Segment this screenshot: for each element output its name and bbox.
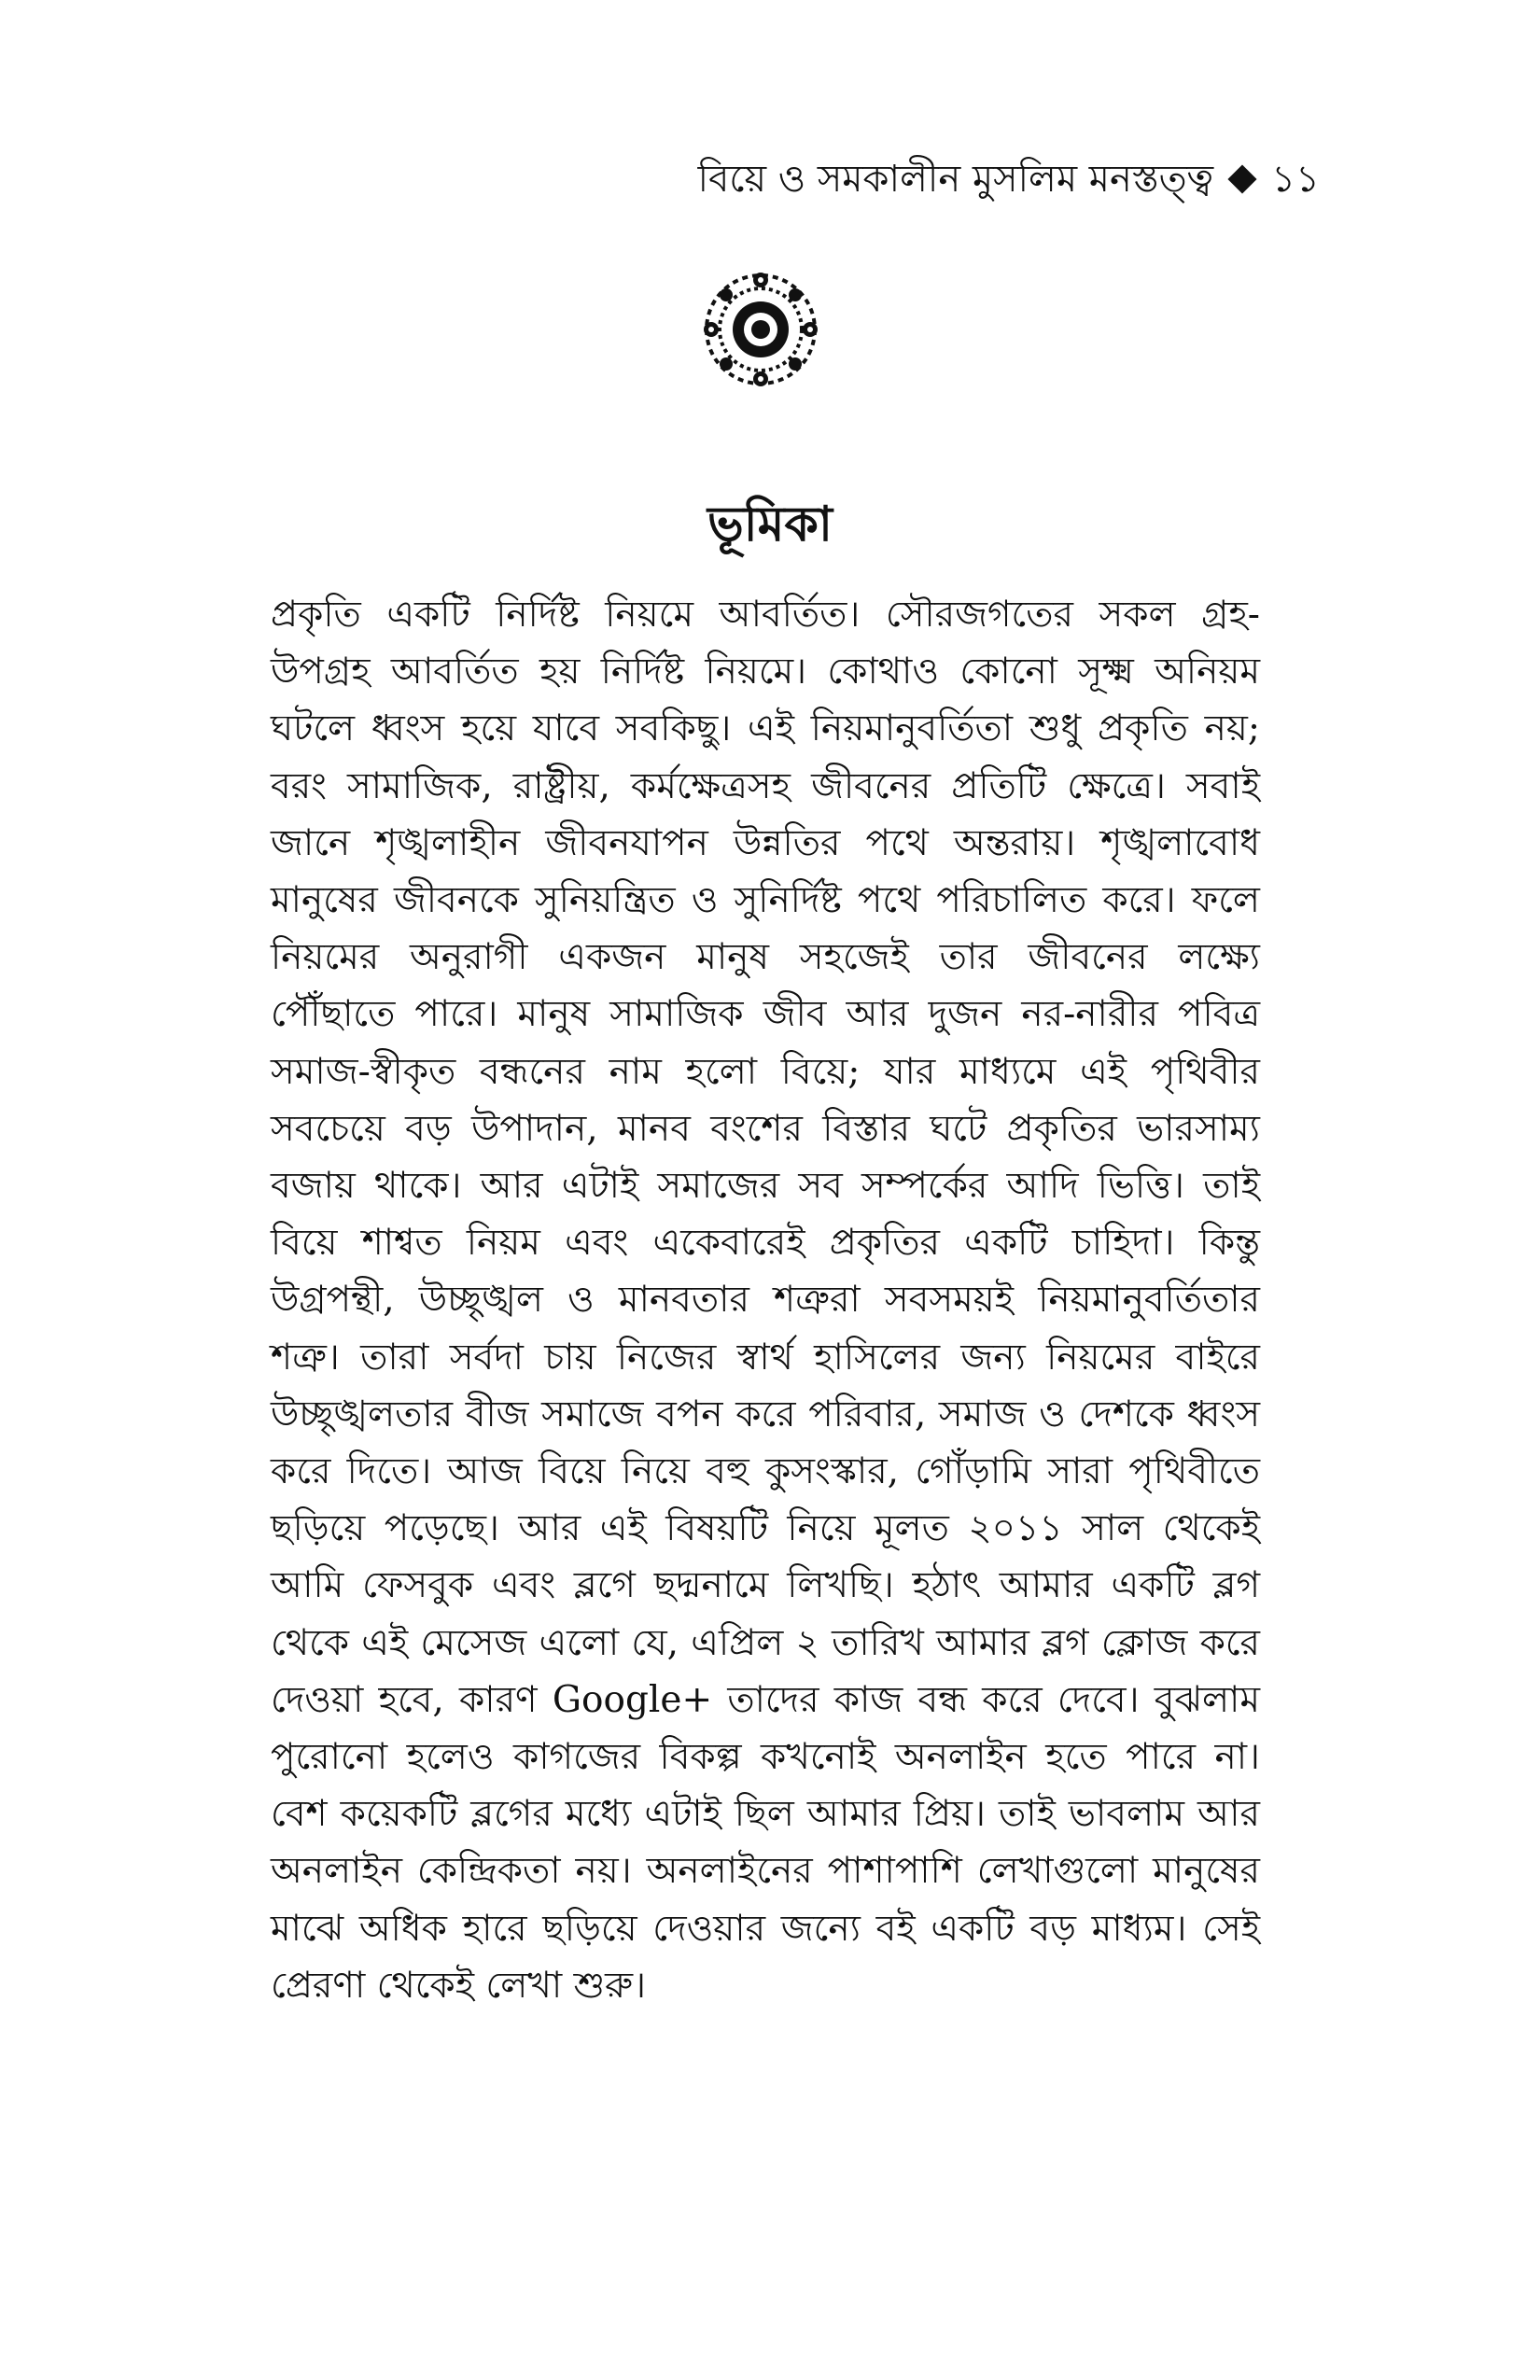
running-title: বিয়ে ও সমকালীন মুসলিম মনস্তত্ত্ব [697, 158, 1214, 201]
running-header [698, 157, 1320, 202]
floral-ornament-icon [700, 269, 821, 390]
body-paragraph: প্রকৃতি একটি নির্দিষ্ট নিয়মে আবর্তিত। সৌরজগতের সকল গ্রহ-উপগ্রহ আবর্তিত হয় নির্দিষ্ট নিয়মে। কোথাও কোনো সূক্ষ্ম অনিয়ম ঘটলে ধ্বংস হয়ে যাবে সবকিছু। এই নিয়মানুবর্তিতা শুধু প্রকৃতি নয়; বরং সামাজিক, রাষ্ট্রীয়, কর্মক্ষেত্রসহ জীবনের প্রতিটি ক্ষেত্রে। সবাই জানে শৃঙ্খলাহীন জীবনযাপন উন্নতির পথে অন্তরায়। শৃঙ্খলাবোধ মানুষের জীবনকে সুনিয়ন্ত্রিত ও সুনির্দিষ্ট পথে পরিচালিত করে। ফলে নিয়মের অনুরাগী একজন মানুষ সহজেই তার জীবনের লক্ষ্যে পৌঁছাতে পারে। মানুষ সামাজিক জীব আর দুজন নর-নারীর পবিত্র সমাজ-স্বীকৃত বন্ধনের নাম হলো বিয়ে; যার মাধ্যমে এই পৃথিবীর সবচেয়ে বড় উপাদান, মানব বংশের বিস্তার ঘটে প্রকৃতির ভারসাম্য বজায় থাকে। আর এটাই সমাজের সব সম্পর্কের আদি ভিত্তি। তাই বিয়ে শাশ্বত নিয়ম এবং একেবারেই প্রকৃতির একটি চাহিদা। কিন্তু উগ্রপন্থী, উচ্ছৃঙ্খল ও মানবতার শত্রুরা সবসময়ই নিয়মানুবর্তিতার শত্রু। তারা সর্বদা চায় নিজের স্বার্থ হাসিলের জন্য নিয়মের বাইরে উচ্ছৃঙ্খলতার বীজ সমাজে বপন করে পরিবার, সমাজ ও দেশকে ধ্বংস করে দিতে। আজ বিয়ে নিয়ে বহু কুসংস্কার, গোঁড়ামি সারা পৃথিবীতে ছড়িয়ে পড়েছে। আর এই বিষয়টি নিয়ে মূলত ২০১১ সাল থেকেই আমি ফেসবুক এবং ব্লগে ছদ্মনামে লিখছি। হঠাৎ আমার একটি ব্লগ থেকে এই মেসেজ এলো যে, এপ্রিল ২ তারিখ আমার ব্লগ ক্লোজ করে দেওয়া হবে, কারণ Google+ তাদের কাজ বন্ধ করে দেবে। বুঝলাম পুরোনো হলেও কাগজের বিকল্প কখনোই অনলাইন হতে পারে না। বেশ কয়েকটি ব্লগের মধ্যে এটাই ছিল আমার প্রিয়। তাই ভাবলাম আর অনলাইন কেন্দ্রিকতা নয়। অনলাইনের পাশাপাশি লেখাগুলো মানুষের মাঝে অধিক হারে ছড়িয়ে দেওয়ার জন্যে বই একটি বড় মাধ্যম। সেই প্রেরণা থেকেই লেখা শুরু। [271, 594, 1260, 2007]
chapter-title: ভূমিকা [707, 496, 833, 553]
diamond-separator-icon [1228, 164, 1257, 193]
page-number: ১১ [1271, 158, 1320, 201]
